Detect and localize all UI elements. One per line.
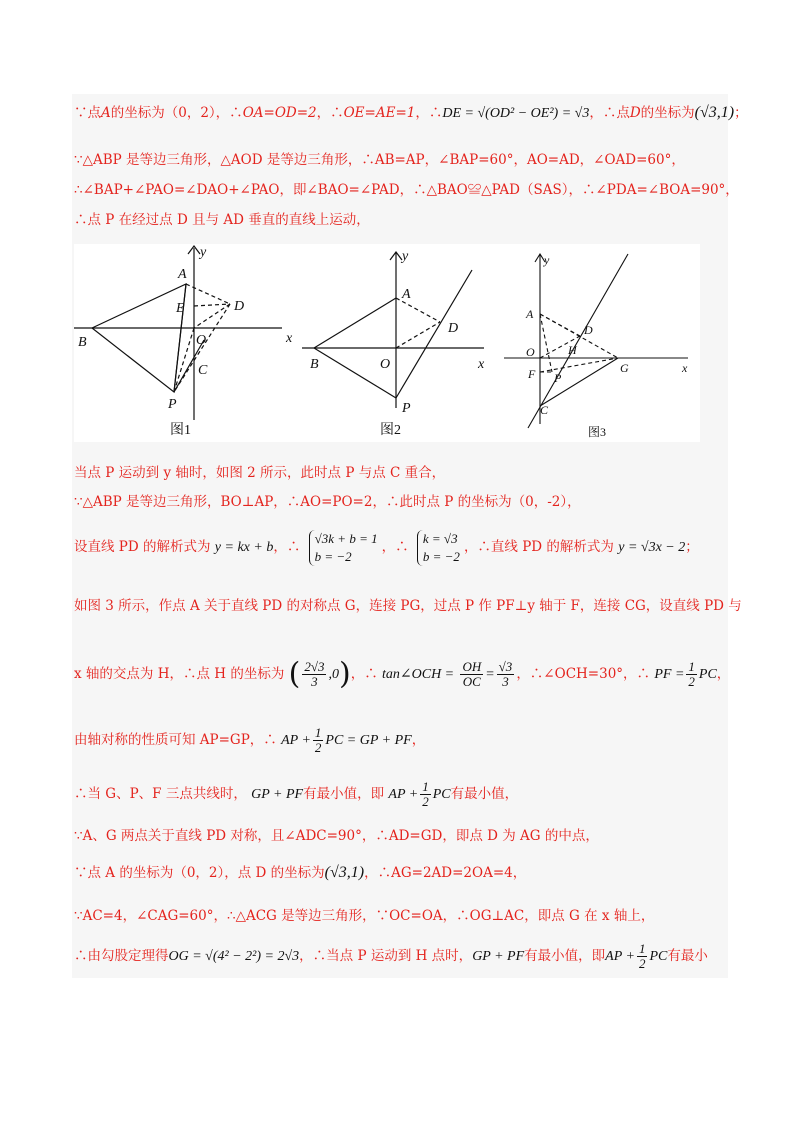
text: ，∴当点 P 运动到 H 点时，: [299, 948, 473, 964]
line-4: ∴点 P 在经过点 D 且与 AD 垂直的直线上运动，: [74, 212, 370, 228]
text: ，∴直线 PD 的解析式为: [463, 539, 614, 555]
line-8: 如图 3 所示，作点 A 关于直线 PD 的对称点 G，连接 PG，过点 P 作 PF⊥y 轴于 F，连接 CG，设直线 PD 与: [74, 598, 742, 614]
fraction-half: [686, 660, 697, 689]
text: ，∴∠OCH=30°，∴: [516, 666, 651, 682]
figure-3-labels: [525, 253, 688, 439]
figure-3: [504, 254, 688, 428]
line-7: [74, 524, 726, 570]
fraction-denominator: 2: [314, 740, 322, 755]
coord-d: (√3,1): [694, 104, 735, 121]
fig1-label-c: C: [198, 363, 208, 378]
fraction-numerator: 1: [314, 725, 322, 740]
formula-de: DE = √(OD² − OE²) = √3: [442, 106, 590, 121]
fig3-label-p: P: [554, 371, 562, 385]
figures-svg: [74, 244, 700, 442]
fig2-label-x: x: [478, 357, 485, 372]
fig3-label-a: A: [526, 307, 534, 321]
fig2-label-y: y: [402, 249, 409, 264]
system-2-row-2: b = −2: [422, 548, 460, 564]
line-11: [74, 774, 726, 814]
line-10: [74, 720, 726, 760]
formula-pc: PC: [698, 667, 717, 682]
text: ，∴点: [589, 105, 630, 121]
line-6: ∵△ABP 是等边三角形，BO⊥AP，∴AO=PO=2，∴此时点 P 的坐标为（0，-2），: [74, 494, 581, 510]
fig2-ab: [314, 298, 396, 348]
text: ，∴: [350, 666, 378, 682]
fig3-label-f: F: [528, 367, 536, 381]
text: 有最小值，即: [303, 786, 385, 802]
system-1-row-2: b = −2: [314, 548, 352, 564]
fig1-caption: 图1: [170, 423, 191, 438]
formula-gp-pf: GP + PF: [472, 949, 525, 964]
formula-pc: PC: [649, 949, 668, 964]
fraction-h: [302, 660, 326, 689]
fig1-label-a: A: [178, 267, 187, 282]
fraction-denominator: 2: [688, 674, 695, 689]
text: ∵点: [74, 105, 101, 121]
point-label: A: [101, 105, 111, 121]
fraction-numerator: 1: [638, 941, 646, 956]
fraction-denominator: 2: [638, 956, 646, 971]
formula-pf: PF =: [654, 667, 685, 682]
figure-2-labels: [310, 249, 485, 438]
text: ∴由勾股定理得: [74, 948, 169, 964]
system-1: [309, 530, 378, 566]
fig1-label-x: x: [286, 331, 293, 346]
fig3-dashed: [540, 314, 618, 372]
fraction-denominator: 2: [422, 794, 429, 809]
formula-lhs: AP +: [281, 733, 311, 748]
fraction-half: [313, 726, 324, 755]
text: ，: [716, 666, 731, 682]
text: 有最小值，: [450, 786, 519, 802]
equals-sign: =: [485, 667, 495, 682]
line-13: [74, 858, 726, 888]
fig3-label-c: C: [540, 403, 549, 417]
fig2-dashed: [396, 298, 440, 348]
formula-gp-pf: GP + PF: [251, 787, 304, 802]
text: ；: [685, 539, 699, 555]
text: ，∴: [316, 105, 344, 121]
fig2-label-d: D: [448, 321, 459, 336]
fig3-line-pd: [528, 254, 628, 428]
text: ，∴: [273, 539, 301, 555]
line-15: [74, 936, 726, 976]
fig3-cg: [540, 358, 618, 406]
equation: OA=OD=2: [242, 105, 317, 121]
formula-lhs: AP +: [605, 949, 635, 964]
fraction-denominator: 3: [311, 674, 318, 689]
text: ，: [411, 732, 426, 748]
formula-pd: y = √3x − 2: [618, 540, 686, 555]
paren-open: (: [288, 656, 301, 692]
text: ，∴: [381, 539, 409, 555]
fig2-bp: [314, 348, 396, 398]
line-12: ∵A、G 两点关于直线 PD 对称，且∠ADC=90°，∴AD=GD，即点 D 为 AG 的中点，: [74, 828, 599, 844]
point-label: D: [629, 105, 641, 121]
fig2-label-p: P: [402, 401, 411, 416]
fig3-label-o: O: [526, 345, 535, 359]
line-3: ∴∠BAP+∠PAO=∠DAO+∠PAO，即∠BAO=∠PAD，∴△BAO≌△PAD（SAS），∴∠PDA=∠BOA=90°，: [74, 182, 739, 198]
fraction-denominator: OC: [462, 674, 481, 689]
paren-close: ): [338, 656, 351, 692]
text: 设直线 PD 的解析式为: [74, 539, 211, 555]
fig1-label-p: P: [168, 397, 177, 412]
fig2-label-b: B: [310, 357, 319, 372]
fig3-label-x: x: [682, 361, 688, 375]
line-5: 当点 P 运动到 y 轴时，如图 2 所示，此时点 P 与点 C 重合，: [74, 465, 446, 481]
formula-lhs: AP +: [388, 787, 419, 802]
fig1-label-y: y: [200, 245, 207, 260]
fig3-label-h: H: [568, 343, 577, 357]
system-2-row-1: k = √3: [422, 530, 458, 546]
text: ；: [734, 105, 748, 121]
line-9: [74, 654, 731, 694]
fig1-label-e: E: [176, 301, 185, 316]
text: x 轴的交点为 H，∴点 H 的坐标为: [74, 666, 285, 682]
fig2-label-a: A: [402, 287, 411, 302]
fraction-numerator: √3: [498, 659, 513, 674]
figures-panel: [74, 244, 700, 442]
text: 有最小: [667, 948, 708, 964]
system-1-row-1: √3k + b = 1: [314, 530, 378, 546]
text: ，∴: [415, 105, 443, 121]
fig3-label-y: y: [544, 253, 550, 267]
fraction-half: [637, 942, 648, 971]
fig1-label-b: B: [78, 335, 87, 350]
fig1-triangle-abp: [92, 284, 186, 392]
fig1-label-o: O: [196, 333, 207, 348]
fig1-label-d: D: [234, 299, 245, 314]
text: 有最小值，即: [524, 948, 606, 964]
fraction-numerator: 1: [688, 659, 695, 674]
text: ∴当 G、P、F 三点共线时，: [74, 786, 247, 802]
text: 的坐标为（0，2），∴: [110, 105, 243, 121]
formula-tan: tan∠OCH =: [382, 667, 455, 682]
fig3-caption: 图3: [588, 425, 607, 439]
fraction-oh-oc: [460, 660, 483, 689]
fraction-numerator: 1: [422, 779, 429, 794]
formula-general: y = kx + b: [214, 540, 274, 555]
text: ∵点 A 的坐标为（0，2），点 D 的坐标为: [74, 865, 325, 881]
line-2: ∵△ABP 是等边三角形，△AOD 是等边三角形，∴AB=AP，∠BAP=60°，AO=AD，∠OAD=60°，: [74, 152, 685, 168]
equation: OE=AE=1: [343, 105, 416, 121]
fraction-numerator: 2√3: [304, 659, 325, 674]
fraction-denominator: 3: [502, 674, 509, 689]
fig3-label-d: D: [584, 323, 593, 337]
fig2-label-o: O: [380, 357, 391, 372]
coord-d: (√3,1): [324, 864, 365, 881]
fraction-numerator: OH: [462, 659, 482, 674]
text: 由轴对称的性质可知 AP=GP，∴: [74, 732, 277, 748]
text: 的坐标为: [640, 105, 695, 121]
text: ，∴AG=2AD=2OA=4，: [364, 865, 527, 881]
line-14: ∵AC=4，∠CAG=60°，∴△ACG 是等边三角形，∵OC=OA，∴OG⊥AC，即点 G 在 x 轴上，: [74, 908, 655, 924]
fraction-root3: [497, 660, 515, 689]
fig3-label-g: G: [620, 361, 629, 375]
formula-og: OG = √(4² − 2²) = 2√3: [168, 949, 300, 964]
coord-tail: ,0: [328, 667, 339, 682]
system-2: [417, 530, 460, 566]
fraction-half: [420, 780, 431, 809]
formula-pc: PC: [432, 787, 451, 802]
formula-rhs: PC = GP + PF: [325, 733, 412, 748]
fig2-caption: 图2: [380, 423, 401, 438]
line-1: [74, 103, 748, 124]
